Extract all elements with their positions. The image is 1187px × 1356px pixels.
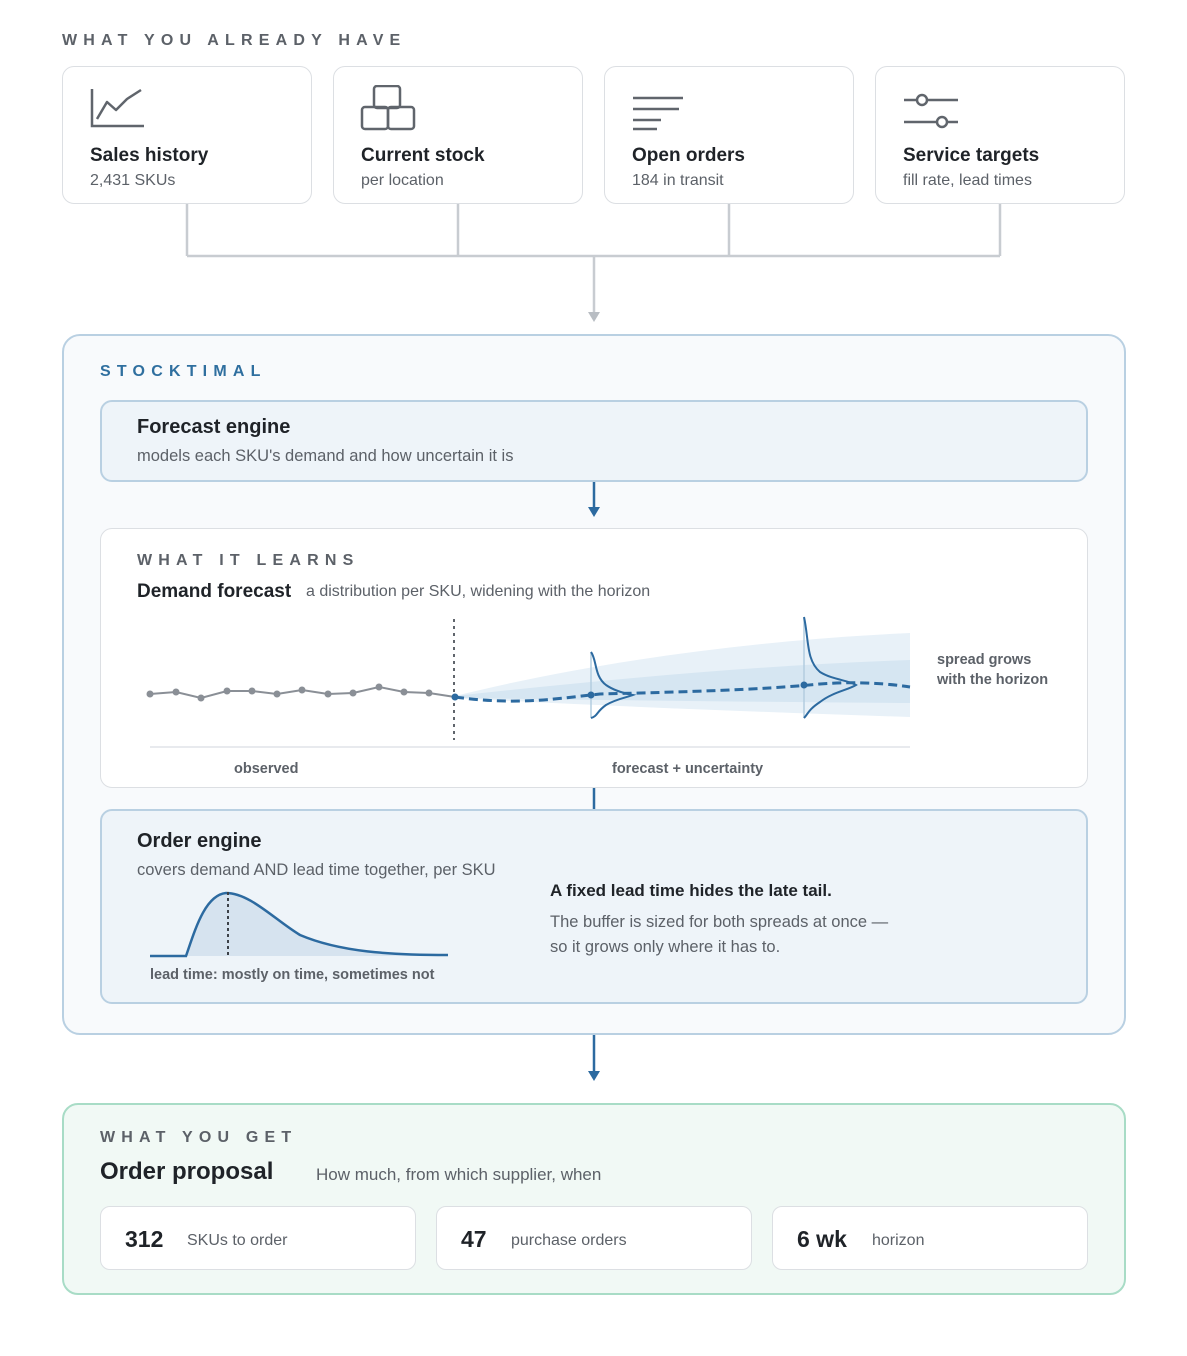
- chart-annotation-line1: spread grows: [937, 652, 1032, 668]
- callout-line2: so it grows only where it has to.: [550, 938, 781, 956]
- kpi-card-skus: [100, 1206, 416, 1270]
- forecast-engine-subtitle: models each SKU's demand and how uncertain it is: [137, 447, 514, 465]
- order-proposal-title: Order proposal: [100, 1158, 274, 1185]
- kpi-label: purchase orders: [511, 1232, 627, 1249]
- inputs-heading: WHAT YOU ALREADY HAVE: [62, 32, 407, 49]
- kpi-card-horizon: [772, 1206, 1088, 1270]
- input-card-subtitle: per location: [361, 172, 444, 189]
- order-engine-subtitle: covers demand AND lead time together, per SKU: [137, 861, 496, 879]
- input-card-subtitle: fill rate, lead times: [903, 172, 1032, 189]
- input-card-subtitle: 184 in transit: [632, 172, 724, 189]
- order-proposal-subtitle: How much, from which supplier, when: [316, 1165, 602, 1184]
- callout-line1: The buffer is sized for both spreads at once —: [550, 913, 889, 931]
- kpi-label: horizon: [872, 1232, 925, 1249]
- input-card-title: Open orders: [632, 145, 745, 166]
- input-card-title: Service targets: [903, 145, 1040, 166]
- demand-forecast-subtitle: a distribution per SKU, widening with the horizon: [306, 583, 651, 600]
- input-card-title: Sales history: [90, 145, 209, 166]
- input-card-title: Current stock: [361, 145, 485, 166]
- order-engine-title: Order engine: [137, 830, 262, 852]
- kpi-value: 6 wk: [797, 1226, 847, 1252]
- callout-title: A fixed lead time hides the late tail.: [550, 881, 832, 900]
- stocktimal-to-output-arrow: [584, 1035, 604, 1083]
- kpi-label: SKUs to order: [187, 1232, 288, 1249]
- kpi-card-purchase-orders: [436, 1206, 752, 1270]
- learns-heading: WHAT IT LEARNS: [137, 552, 360, 569]
- chart-annotation-line2: with the horizon: [937, 672, 1049, 688]
- input-card-subtitle: 2,431 SKUs: [90, 172, 176, 189]
- kpi-value: 47: [461, 1226, 487, 1252]
- forecast-engine-title: Forecast engine: [137, 416, 291, 438]
- observed-label: observed: [234, 761, 299, 777]
- output-heading: WHAT YOU GET: [100, 1129, 298, 1146]
- stocktimal-heading: STOCKTIMAL: [100, 363, 267, 380]
- lead-time-label: lead time: mostly on time, sometimes not: [150, 967, 435, 983]
- demand-forecast-title: Demand forecast: [137, 581, 292, 602]
- kpi-value: 312: [125, 1226, 164, 1252]
- forecast-label: forecast + uncertainty: [612, 761, 764, 777]
